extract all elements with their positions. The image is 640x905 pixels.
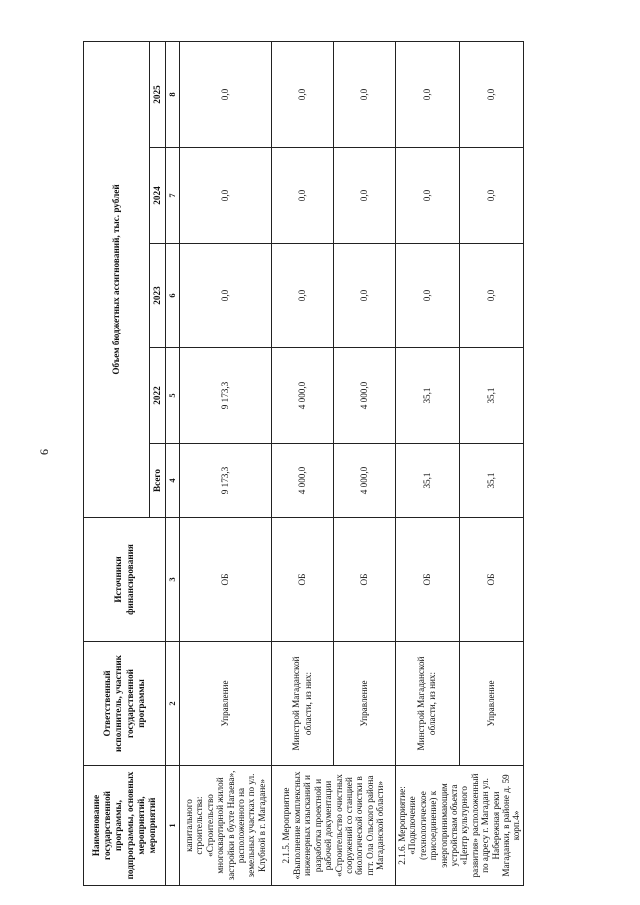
header-year: Всего — [150, 444, 166, 518]
header-executor: Ответственный исполнитель, участник государственной программы — [84, 642, 166, 766]
row-value: 0,0 — [272, 42, 334, 148]
row-value: 0,0 — [459, 42, 523, 148]
row-value: 4 000,0 — [272, 444, 334, 518]
row-source: ОБ — [459, 518, 523, 642]
row-source: ОБ — [334, 518, 396, 642]
row-value: 0,0 — [396, 148, 460, 244]
row-value: 0,0 — [334, 42, 396, 148]
row-value: 0,0 — [459, 148, 523, 244]
header-source: Источники финансирования — [84, 518, 166, 642]
column-number: 3 — [166, 518, 180, 642]
row-value: 35,1 — [396, 348, 460, 444]
page-number: 9 — [37, 449, 52, 455]
row-source: ОБ — [180, 518, 272, 642]
rotated-table-container — [83, 42, 548, 886]
row-name: 2.1.6. Мероприятие: «Подключение (технологическое присоединение) к энергопринимающим устройствам объекта «Центр культурного развития» расположенный по адресу г. Магадан ул. Набережная реки Магаданки, в районе д. 59 корп.4» — [396, 766, 524, 886]
row-value: 0,0 — [180, 42, 272, 148]
row-value: 0,0 — [272, 148, 334, 244]
header-budget: Объем бюджетных ассигнований, тыс. рублей — [84, 42, 150, 518]
row-source: ОБ — [396, 518, 460, 642]
column-number: 4 — [166, 444, 180, 518]
budget-table — [83, 41, 524, 886]
row-value: 4 000,0 — [334, 444, 396, 518]
column-number: 6 — [166, 244, 180, 348]
column-number: 5 — [166, 348, 180, 444]
row-name: капитального строительства: «Строительство многоквартирной жилой застройки в бухте Нагаева», расположенного на земельных участках по ул. Клубной в г. Магадане» — [180, 766, 272, 886]
row-value: 9 173,3 — [180, 348, 272, 444]
row-value: 35,1 — [459, 444, 523, 518]
row-value: 9 173,3 — [180, 444, 272, 518]
row-value: 35,1 — [459, 348, 523, 444]
table-row — [459, 42, 523, 886]
header-year: 2023 — [150, 244, 166, 348]
row-value: 35,1 — [396, 444, 460, 518]
header-year: 2022 — [150, 348, 166, 444]
row-executor: Управление — [180, 642, 272, 766]
table-row — [334, 42, 396, 886]
row-value: 0,0 — [180, 148, 272, 244]
table-row — [396, 42, 460, 886]
column-number: 8 — [166, 42, 180, 148]
row-value: 0,0 — [396, 244, 460, 348]
column-number: 2 — [166, 642, 180, 766]
row-value: 0,0 — [459, 244, 523, 348]
column-number: 1 — [166, 766, 180, 886]
table-row — [272, 42, 334, 886]
row-value: 0,0 — [272, 244, 334, 348]
row-name: 2.1.5. Мероприятие «Выполнение комплексных инженерных изысканий и разработка проектной и рабочей документации «Строительство очистных сооружений со станцией биологической очистки в пгт. Ола Ольского района Магаданской области» — [272, 766, 396, 886]
row-value: 0,0 — [334, 244, 396, 348]
header-year: 2024 — [150, 148, 166, 244]
header-name: Наименование государственной программы, подпрограммы, основных мероприятий, мероприятий — [84, 766, 166, 886]
row-executor: Минстрой Магаданской области, из них: — [396, 642, 460, 766]
row-source: ОБ — [272, 518, 334, 642]
row-executor: Управление — [334, 642, 396, 766]
table-row — [180, 42, 272, 886]
column-number: 7 — [166, 148, 180, 244]
row-executor: Минстрой Магаданской области, из них: — [272, 642, 334, 766]
row-value: 0,0 — [180, 244, 272, 348]
row-executor: Управление — [459, 642, 523, 766]
row-value: 0,0 — [396, 42, 460, 148]
header-year: 2025 — [150, 42, 166, 148]
row-value: 4 000,0 — [334, 348, 396, 444]
row-value: 4 000,0 — [272, 348, 334, 444]
row-value: 0,0 — [334, 148, 396, 244]
